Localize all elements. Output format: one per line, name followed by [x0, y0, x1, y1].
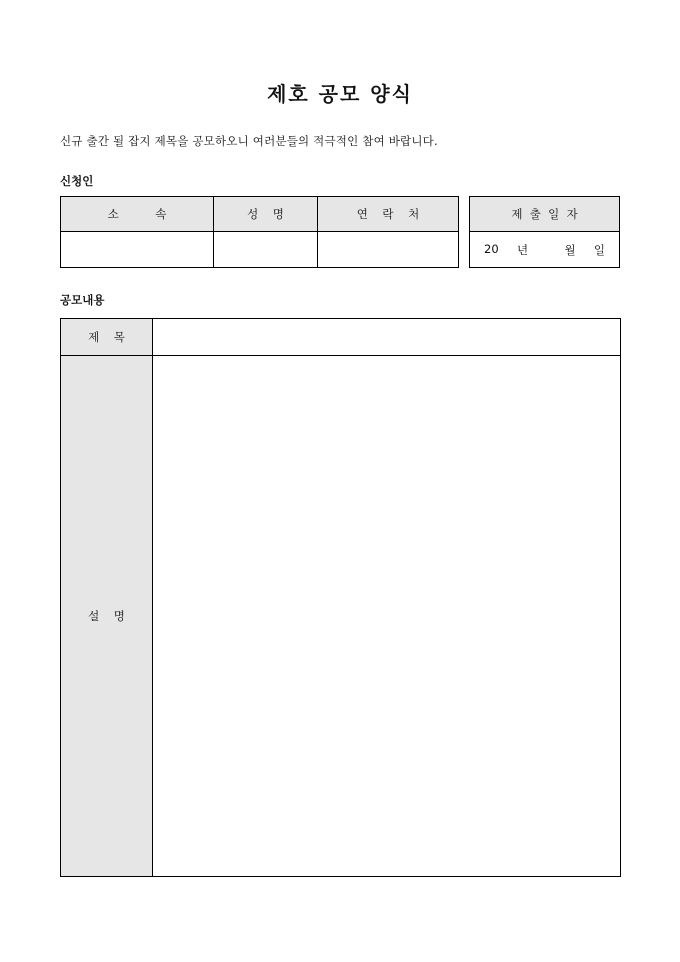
month-unit: 월: [564, 242, 576, 257]
contact-field[interactable]: [318, 232, 459, 268]
year-prefix: 20: [484, 241, 499, 256]
description-header: [61, 356, 153, 877]
subject-field[interactable]: [153, 319, 621, 356]
year-unit: 년: [516, 242, 529, 257]
content-section-label: 공모내용: [60, 293, 105, 307]
applicant-section-label: 신청인: [60, 174, 94, 188]
subject-header: [61, 319, 153, 356]
name-header-label: 성 명: [247, 207, 284, 221]
page-title: 제호 공모 양식: [267, 82, 413, 106]
affiliation-header: [61, 197, 214, 232]
intro-text: 신규 출간 될 잡지 제목을 공모하오니 여러분들의 적극적인 참여 바랍니다.: [60, 134, 438, 148]
applicant-table: [60, 196, 459, 268]
contact-header: [318, 197, 459, 232]
name-field[interactable]: [214, 232, 318, 268]
subject-header-label: 제 목: [88, 330, 125, 344]
contact-header-label: 연 락 처: [356, 207, 420, 221]
description-header-label: 설 명: [88, 609, 125, 623]
content-table: [60, 318, 621, 877]
affiliation-header-label: 소 속: [107, 207, 167, 221]
day-unit: 일: [593, 242, 605, 257]
submission-date-table: [469, 196, 620, 268]
name-header: [214, 197, 318, 232]
submission-date-header: [470, 197, 620, 232]
description-field[interactable]: [153, 356, 621, 877]
submission-date-field[interactable]: [470, 232, 620, 268]
affiliation-field[interactable]: [61, 232, 214, 268]
submission-date-header-label: 제 출 일 자: [511, 207, 578, 221]
